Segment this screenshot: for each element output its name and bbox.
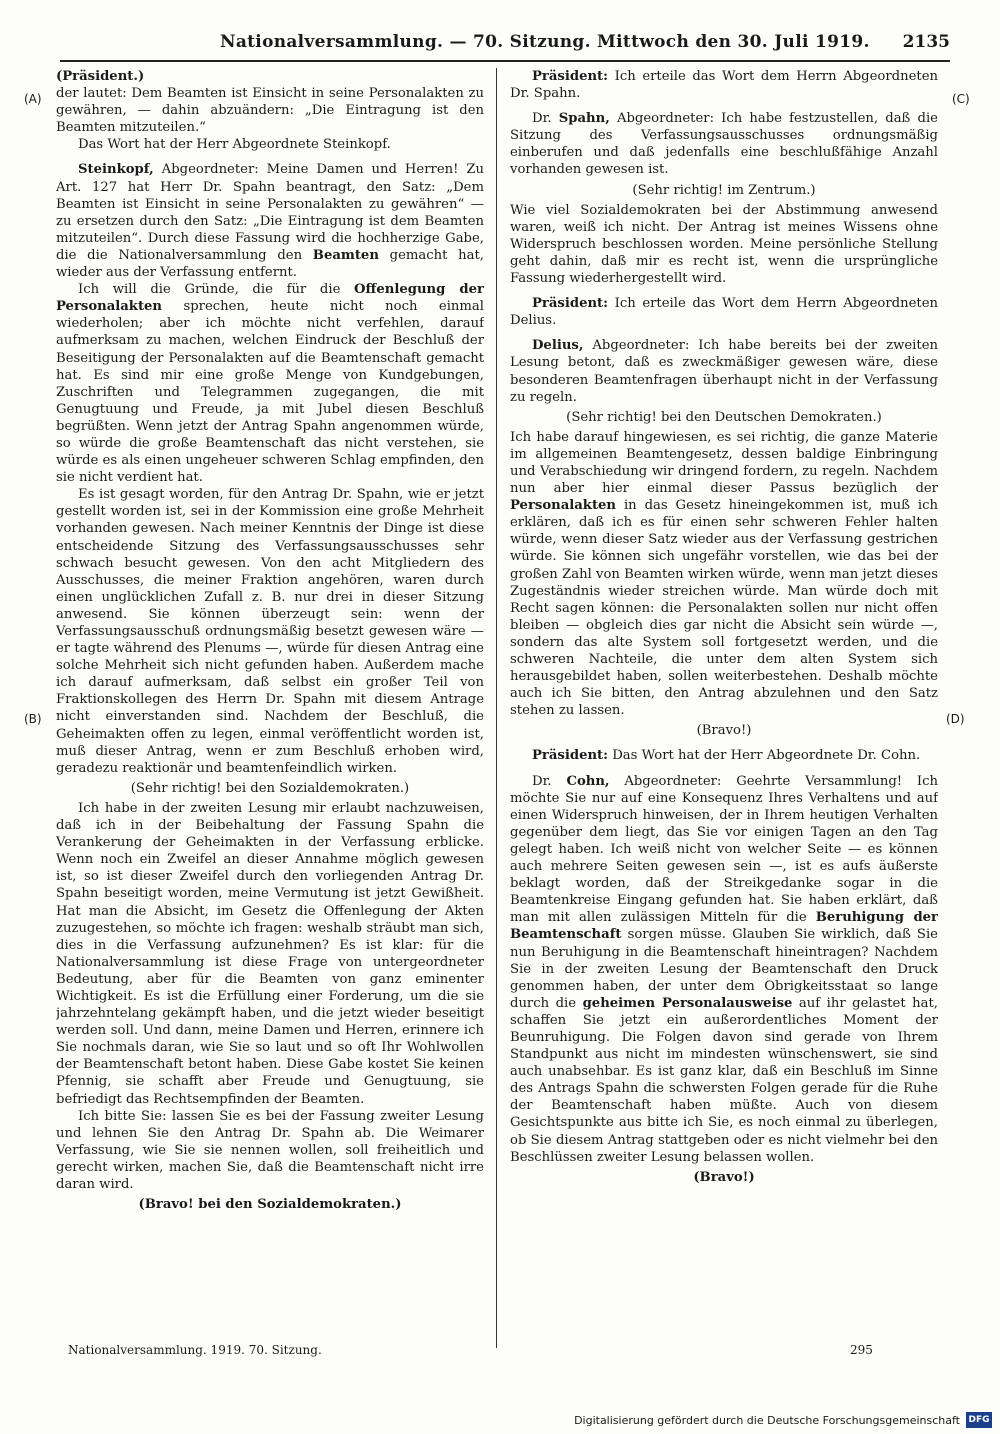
footer-signature: Nationalversammlung. 1919. 70. Sitzung.	[68, 1343, 322, 1357]
digitization-credit	[574, 1412, 992, 1428]
interjection: (Sehr richtig! bei den Deutschen Demokraten.)	[566, 409, 882, 425]
paragraph: Ich habe in der zweiten Lesung mir erlaubt nachzuweisen, daß ich in der Beibehaltung der Fassung Spahn die Verankerung der Geheimakten in der Verfassung erblicke. Wenn noch ein Zweifel an dieser Annahme möglich gewesen ist, so ist dieser Zweifel durch den vorliegenden Antrag Dr. Spahn beseitigt worden, meine Vermutung ist jetzt Gewißheit. Hat man die Absicht, im Gesetz die Offenlegung der Akten zuzugestehen, so möchte ich fragen: weshalb sträubt man sich, dies in die Verfassung aufzunehmen? Es ist klar: für die Nationalversammlung ist diese Frage von untergeordneter Bedeutung, aber für die Beamten von ganz eminenter Wichtigkeit. Es ist die Erfüllung einer Forderung, um die sie jahrzehntelang gekämpft haben, und die jetzt wieder beseitigt werden soll. Und dann, meine Damen und Herren, erinnere ich Sie nochmals daran, wie Sie so laut und so oft Ihr Wohlwollen der Beamtenschaft betont haben. Diese Gabe kostet Sie keinen Pfennig, sie schafft aber Freude und Genugtuung, sie befriedigt das Rechtsempfinden der Beamten.	[56, 800, 484, 1107]
interjection: (Sehr richtig! im Zentrum.)	[632, 182, 816, 198]
speech-spahn: Dr. Spahn, Abgeordneter: Ich habe festzustellen, daß die Sitzung des Verfassungsausschusses ordnungsmäßig einberufen und daß jedenfalls eine beschlußfähige Anzahl vorhanden gewesen ist.	[510, 111, 938, 178]
margin-mark-d: (D)	[946, 712, 965, 726]
speaker-name: Präsident:	[532, 748, 609, 764]
interjection: (Sehr richtig! bei den Sozialdemokraten.)	[130, 780, 410, 796]
column-divider	[496, 68, 497, 1348]
speech-delius: Delius, Abgeordneter: Ich habe bereits bei der zweiten Lesung betont, daß es zweckmäßiger gewesen wäre, diese besonderen Beamtenfragen überhaupt nicht in der Verfassung zu regeln.	[510, 338, 938, 405]
speaker-name: Delius,	[532, 338, 584, 354]
speaker-name: Steinkopf,	[78, 162, 154, 178]
speech-praesident: Präsident: Das Wort hat der Herr Abgeordnete Dr. Cohn.	[532, 748, 921, 764]
paragraph: Ich will die Gründe, die für die Offenlegung der Personalakten sprechen, heute nicht noch einmal wiederholen; aber ich möchte nicht verfehlen, darauf aufmerksam zu machen, welchen Eindruck der Beschluß der Beseitigung der Personalakten auf die Beamtenschaft gemacht hat. Es sind mir eine große Menge von Kundgebungen, Zuschriften und Telegrammen zugegangen, die mit Genugtuung und Freude, ja mit Jubel diesen Beschluß begrüßten. Wenn jetzt der Antrag Spahn angenommen würde, so würde die große Beamtenschaft das nicht verstehen, sie würde es als einen ungeheuer schweren Schlag empfinden, den sie nicht verdient hat.	[56, 282, 484, 486]
speaker-name: Präsident:	[532, 69, 609, 84]
interjection: (Bravo!)	[693, 1169, 755, 1185]
speech-praesident: Präsident: Ich erteile das Wort dem Herrn Abgeordneten Delius.	[510, 296, 938, 329]
paragraph: Wie viel Sozialdemokraten bei der Abstimmung anwesend waren, weiß ich nicht. Der Antrag ist meines Wissens ohne Widerspruch beschlossen worden. Meine persönliche Stellung geht dahin, daß mir es recht ist, wenn die ursprüngliche Fassung wiederhergestellt wird.	[510, 202, 938, 287]
paragraph: Das Wort hat der Herr Abgeordnete Steinkopf.	[78, 137, 391, 153]
credit-text: Digitalisierung gefördert durch die Deutsche Forschungsgemeinschaft	[574, 1413, 960, 1427]
paragraph: Ich bitte Sie: lassen Sie es bei der Fassung zweiter Lesung und lehnen Sie den Antrag Dr. Spahn ab. Die Weimarer Verfassung, wie Sie sie nennen wollen, soll freiheitlich und gerecht wirken, machen Sie, daß die Beamtenschaft nicht irre daran wird.	[56, 1108, 484, 1192]
page-header	[60, 30, 950, 62]
speaker-name: Spahn,	[558, 111, 610, 127]
running-title: Nationalversammlung. — 70. Sitzung. Mittwoch den 30. Juli 1919.	[220, 32, 870, 52]
paragraph: Ich habe darauf hingewiesen, es sei richtig, die ganze Materie im allgemeinen Beamtengesetz, dessen baldige Einbringung und Verabschiedung wir dringend fordern, zu regeln. Nachdem nun aber hier einmal dieser Passus bezüglich der Personalakten in das Gesetz hineingekommen ist, muß ich erklären, daß ich es für einen sehr schweren Fehler halten würde, wenn dieser Satz wieder aus der Verfassung gestrichen würde. Sie können sich ungefähr vorstellen, wie das bei der großen Zahl von Beamten wirken würde, wenn man jetzt dieses Zugeständnis wieder streichen würde. Man würde doch mit Recht sagen können: die Personalakten sollen nur nicht offen bleiben — obgleich dies gar nicht die Absicht sein würde —, sondern das alte System soll fortgesetzt werden, und die schweren Nachteile, die unter dem alten System sich herausgebildet haben, sollen weiterbestehen. Deshalb möchte auch ich Sie bitten, den Antrag abzulehnen und den Satz stehen zu lassen.	[510, 429, 938, 719]
margin-mark-b: (B)	[24, 712, 42, 726]
right-column	[510, 68, 938, 1348]
speaker-name: Cohn,	[566, 773, 610, 789]
speaker-label: (Präsident.)	[56, 69, 145, 84]
interjection: (Bravo! bei den Sozialdemokraten.)	[138, 1197, 402, 1213]
speech-praesident: Präsident: Ich erteile das Wort dem Herrn Abgeordneten Dr. Spahn.	[510, 69, 938, 102]
dfg-logo-icon: DFG	[966, 1412, 992, 1428]
interjection: (Bravo!)	[696, 723, 752, 739]
speaker-name: Präsident:	[532, 296, 609, 312]
page-number: 2135	[902, 32, 950, 52]
margin-mark-c: (C)	[952, 92, 970, 106]
footer-sheet-number: 295	[850, 1343, 873, 1357]
margin-mark-a: (A)	[24, 92, 42, 106]
speech-steinkopf: Steinkopf, Abgeordneter: Meine Damen und Herren! Zu Art. 127 hat Herr Dr. Spahn beantragt, den Satz: „Dem Beamten ist Einsicht in seine Personalakten zu gewähren“ — zu ersetzen durch den Satz: „Die Eintragung ist dem Beamten mitzuteilen“. Durch diese Fassung wird die hochherzige Gabe, die die Nationalversammlung den Beamten gemacht hat, wieder aus der Verfassung entfernt.	[56, 162, 484, 281]
speech-cohn: Dr. Cohn, Abgeordneter: Geehrte Versammlung! Ich möchte Sie nur auf eine Konsequenz Ihres Verhaltens und auf einen Widerspruch hinweisen, der in Ihrem heutigen Verhalten gegenüber dem liegt, das Sie vor einigen Tagen an den Tag gelegt haben. Ich weiß nicht von welcher Seite — es können auch mehrere Seiten gewesen sein —, ist es aufs äußerste beklagt worden, daß der Streikgedanke sogar in die Beamtenkreise Eingang gefunden hat. Sie haben erklärt, daß man mit allen zulässigen Mitteln für die Beruhigung der Beamtenschaft sorgen müsse. Glauben Sie wirklich, daß Sie nun Beruhigung in die Beamtenschaft hineintragen? Nachdem Sie in der zweiten Lesung der Beamtenschaft den Druck genommen haben, der unter dem Obrigkeitsstaat so lange durch die geheimen Personalausweise auf ihr gelastet hat, schaffen Sie jetzt ein außerordentliches Moment der Beunruhigung. Die Folgen davon sind gerade von Ihrem Standpunkt aus nicht im mindesten wünschenswert, sie sind auch unabsehbar. Es ist ganz klar, daß ein Beschluß im Sinne des Antrags Spahn die schwersten Folgen gerade für die Ruhe der Beamtenschaft haben müßte. Auch von diesem Gesichtspunkte aus bitte ich Sie, es noch einmal zu überlegen, ob Sie diesem Antrag stattgeben oder es nicht vielmehr bei den Beschlüssen zweiter Lesung belassen wollen.	[510, 773, 938, 1165]
left-column	[56, 68, 484, 1338]
paragraph: der lautet: Dem Beamten ist Einsicht in seine Personalakten zu gewähren, — dahin abzuändern: „Die Eintragung ist den Beamten mitzuteilen.“	[56, 86, 484, 136]
paragraph: Es ist gesagt worden, für den Antrag Dr. Spahn, wie er jetzt gestellt worden ist, sei in der Kommission eine große Mehrheit vorhanden gewesen. Nach meiner Kenntnis der Dinge ist diese entscheidende Sitzung des Verfassungsausschusses sehr schwach besucht gewesen. Von den acht Mitgliedern des Ausschusses, die meiner Fraktion angehören, waren durch einen unglücklichen Zufall z. B. nur drei in dieser Sitzung anwesend. Sie können überzeugt sein: wenn der Verfassungsausschuß ordnungsmäßig besetzt gewesen wäre — er tagte während des Plenums —, würde für diesen Antrag eine solche Mehrheit sich nicht gefunden haben. Außerdem mache ich darauf aufmerksam, daß selbst ein großer Teil von Fraktionskollegen des Herrn Dr. Spahn mit diesem Antrage nicht einverstanden sind. Nachdem der Beschluß, die Geheimakten offen zu legen, einmal veröffentlicht worden ist, muß dieser Antrag, wenn er zum Beschluß erhoben wird, geradezu reaktionär und beamtenfeindlich wirken.	[56, 487, 484, 776]
